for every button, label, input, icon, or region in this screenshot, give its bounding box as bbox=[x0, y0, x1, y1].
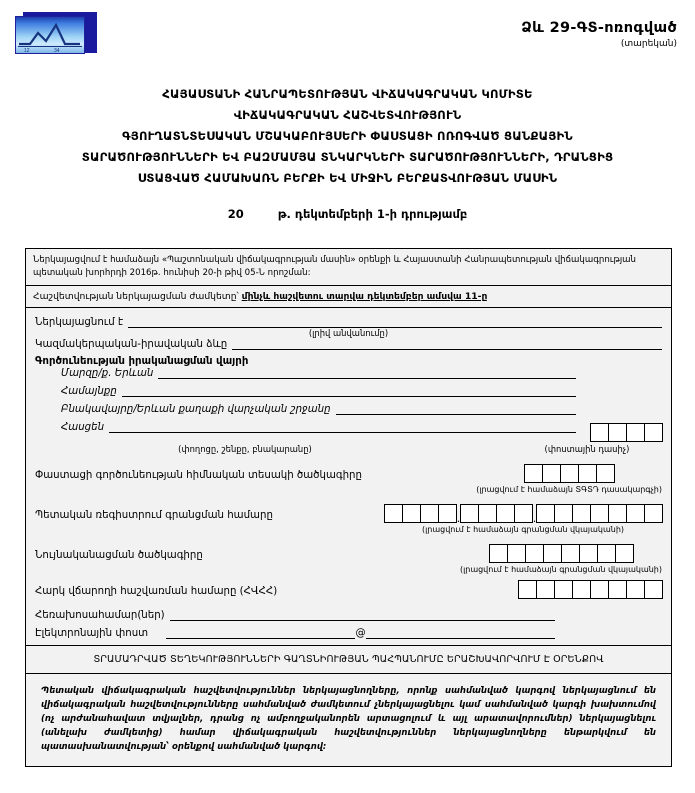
address-input[interactable] bbox=[109, 421, 576, 433]
form-frame bbox=[25, 248, 672, 767]
state-reg-cell[interactable] bbox=[460, 504, 479, 523]
email-row bbox=[35, 627, 555, 639]
main-activity-row bbox=[35, 464, 662, 494]
state-reg-cell[interactable] bbox=[402, 504, 421, 523]
logo-face bbox=[15, 16, 85, 54]
state-reg-cell[interactable] bbox=[572, 504, 591, 523]
ident-cell[interactable] bbox=[579, 544, 598, 563]
state-reg-boxes[interactable] bbox=[384, 504, 662, 523]
tax-number-block bbox=[518, 580, 662, 599]
title-line-4: ՏԱՐԱԾՈՒԹՅՈՒՆՆԵՐԻ ԵՎ ԲԱԶՄԱՄՅԱ ՏՆԿԱՐԿՆԵՐԻ ՏԱՐԱԾՈՒԹՅՈՒՆՆԵՐԻ, ԴՐԱՆՑԻՑ bbox=[81, 150, 614, 164]
tax-number-row bbox=[35, 580, 662, 599]
statistics-chart-logo bbox=[15, 12, 97, 56]
phone-label: Հեռախոսահամար(ներ) bbox=[35, 610, 165, 621]
postal-cell[interactable] bbox=[644, 423, 663, 442]
state-reg-cell[interactable] bbox=[496, 504, 515, 523]
svg-text:34: 34 bbox=[54, 48, 60, 53]
community-label: Համայնքը bbox=[61, 386, 117, 397]
state-reg-caption: (լրացվում է համաձայն գրանցման վկայականի) bbox=[421, 525, 625, 534]
postal-cell[interactable] bbox=[608, 423, 627, 442]
activity-cell[interactable] bbox=[542, 464, 561, 483]
ident-code-boxes[interactable] bbox=[489, 544, 633, 563]
region-label: Մարզը/ք. Երևան bbox=[61, 368, 154, 379]
deadline-bold: մինչև հաշվետու տարվա դեկտեմբեր ամսվա 11-ը bbox=[241, 291, 488, 302]
ident-cell[interactable] bbox=[543, 544, 562, 563]
line-chart-icon bbox=[16, 17, 84, 53]
legal-form-label: Կազմակերպական-իրավական ձևը bbox=[35, 339, 228, 350]
document-title-block bbox=[0, 84, 695, 189]
postal-code-boxes[interactable] bbox=[590, 423, 662, 442]
penalty-footnote: Պետական վիճակագրական հաշվետվություններ ներկայացնողները, որոնք սահմանված կարգով ներկայացնում են վիճակագրական հաշվետվությունները սահմանված ժամկետում չներկայացնելու կամ սահմանված կարգի խախտումով (ոչ արժանահավատ տվյալներ, դրանց ոչ ամբողջականորեն արտացոլում և այլ արատավորումներ) ներկայացնելու (անելախ ժամկետից) համար վիճակագրական հաշվետվություններ ներկայացնողները ենթարկվում են պատասխանատվության՝ օրենքով սահմանված կարգով: bbox=[41, 686, 656, 752]
email-at-symbol: @ bbox=[355, 628, 366, 639]
tax-cell[interactable] bbox=[518, 580, 537, 599]
confidentiality-warning-section bbox=[26, 646, 671, 674]
submitter-label: Ներկայացնում է bbox=[35, 317, 124, 328]
phone-row bbox=[35, 609, 555, 621]
submitter-input[interactable] bbox=[128, 316, 662, 328]
svg-text:12: 12 bbox=[24, 48, 30, 53]
state-reg-block bbox=[384, 504, 662, 534]
tax-cell[interactable] bbox=[554, 580, 573, 599]
state-reg-cell[interactable] bbox=[420, 504, 439, 523]
form-code: Ձև 29-ԳՏ-ոռոգված bbox=[521, 20, 677, 36]
tax-cell[interactable] bbox=[536, 580, 555, 599]
penalty-footnote-section bbox=[26, 674, 671, 766]
community-row bbox=[35, 385, 576, 397]
state-reg-row bbox=[35, 504, 662, 534]
legal-form-input[interactable] bbox=[232, 338, 662, 350]
main-activity-block bbox=[476, 464, 662, 494]
form-code-block bbox=[521, 20, 677, 49]
phone-input[interactable] bbox=[170, 609, 555, 621]
page-header bbox=[0, 0, 695, 70]
legal-form-row bbox=[35, 338, 662, 350]
title-line-5: ՍՏԱՑՎԱԾ ՀԱՄԱԽԱՌՆ ԲԵՐՔԻ ԵՎ ՄԻՋԻՆ ԲԵՐՔԱՏՎՈՒԹՅԱՆ ՄԱՍԻՆ bbox=[137, 171, 558, 185]
state-reg-cell[interactable] bbox=[590, 504, 609, 523]
email-domain-input[interactable] bbox=[366, 627, 555, 639]
tax-cell[interactable] bbox=[590, 580, 609, 599]
ident-code-caption: (լրացվում է համաձայն գրանցման վկայականի) bbox=[459, 565, 662, 574]
ident-code-block bbox=[460, 544, 662, 574]
state-reg-cell[interactable] bbox=[608, 504, 627, 523]
state-reg-cell[interactable] bbox=[514, 504, 533, 523]
state-reg-label: Պետական ռեգիստրում գրանցման համարը bbox=[35, 510, 273, 521]
activity-place-label: Գործունեության իրականացման վայրի bbox=[35, 356, 249, 367]
page-title: ՀԱՅԱՍՏԱՆԻ ՀԱՆՐԱՊԵՏՈՒԹՅԱՆ ՎԻՃԱԿԱԳՐԱԿԱՆ ԿՈՄԻՏԵ bbox=[162, 87, 533, 101]
confidentiality-warning: ՏՐԱՄԱԴՐՎԱԾ ՏԵՂԵԿՈՒԹՅՈՒՆՆԵՐԻ ԳԱՂՏՆԻՈՒԹՅԱՆ ՊԱՀՊԱՆՈՒՄԸ ԵՐԱՇԽԱՎՈՐՎՈՒՄ Է ՕՐԵՆՔՈՎ bbox=[93, 654, 604, 665]
title-line-2: ՎԻՃԱԿԱԳՐԱԿԱՆ ՀԱՇՎԵՏՎՈՒԹՅՈՒՆ bbox=[233, 108, 462, 122]
state-reg-cell[interactable] bbox=[438, 504, 457, 523]
address-row bbox=[35, 421, 576, 433]
ident-cell[interactable] bbox=[615, 544, 634, 563]
year-prefix: 20 bbox=[227, 207, 244, 221]
state-reg-cell[interactable] bbox=[478, 504, 497, 523]
postal-cell[interactable] bbox=[626, 423, 645, 442]
region-row bbox=[35, 367, 576, 379]
address-caption: (փողոցը, շենքը, բնակարանը) bbox=[178, 444, 312, 454]
date-rest: թ. դեկտեմբերի 1-ի դրությամբ bbox=[277, 207, 468, 221]
postal-code-block bbox=[590, 367, 662, 442]
ident-cell[interactable] bbox=[507, 544, 526, 563]
tax-cell[interactable] bbox=[608, 580, 627, 599]
activity-cell[interactable] bbox=[596, 464, 615, 483]
region-input[interactable] bbox=[158, 367, 576, 379]
state-reg-separator: . bbox=[532, 512, 537, 525]
activity-cell[interactable] bbox=[560, 464, 579, 483]
tax-cell[interactable] bbox=[572, 580, 591, 599]
legal-note-section bbox=[26, 249, 671, 286]
ident-cell[interactable] bbox=[525, 544, 544, 563]
submitter-row bbox=[35, 316, 662, 328]
settlement-label: Բնակավայրը/Երևան քաղաքի վարչական շրջանը bbox=[61, 404, 331, 415]
activity-cell[interactable] bbox=[578, 464, 597, 483]
ident-code-row bbox=[35, 544, 662, 574]
community-input[interactable] bbox=[122, 385, 576, 397]
deadline-prefix: Հաշվետվության ներկայացման ժամկետը՝ bbox=[33, 291, 242, 302]
postal-cell[interactable] bbox=[590, 423, 609, 442]
deadline-text bbox=[33, 291, 664, 302]
main-activity-caption: (լրացվում է համաձայն ՏԳՏԴ դասակարգչի) bbox=[476, 485, 662, 494]
tax-number-boxes[interactable] bbox=[518, 580, 662, 599]
state-reg-cell[interactable] bbox=[384, 504, 403, 523]
ident-code-label: Նույնականացման ծածկագիրը bbox=[35, 550, 203, 561]
state-reg-cell[interactable] bbox=[554, 504, 573, 523]
activity-cell[interactable] bbox=[524, 464, 543, 483]
address-label: Հասցեն bbox=[61, 422, 105, 433]
state-reg-cell[interactable] bbox=[536, 504, 555, 523]
settlement-input[interactable] bbox=[336, 403, 576, 415]
state-reg-cell[interactable] bbox=[626, 504, 645, 523]
ident-cell[interactable] bbox=[489, 544, 508, 563]
tax-number-label: Հարկ վճարողի հաշվառման համարը (ՀՎՀՀ) bbox=[35, 586, 278, 597]
settlement-row bbox=[35, 403, 576, 415]
deadline-section bbox=[26, 286, 671, 308]
state-reg-cell[interactable] bbox=[644, 504, 663, 523]
main-activity-boxes[interactable] bbox=[524, 464, 614, 483]
title-line-3: ԳՅՈՒՂԱՏՆՏԵՍԱԿԱՆ ՄՇԱԿԱԲՈՒՅՍԵՐԻ ՓԱՍՏԱՑԻ ՈՌՈԳՎԱԾ ՑԱՆՔԱՅԻՆ bbox=[122, 129, 573, 143]
state-reg-separator: . bbox=[456, 512, 461, 525]
email-user-input[interactable] bbox=[166, 627, 355, 639]
form-fields-section bbox=[26, 308, 671, 646]
tax-cell[interactable] bbox=[626, 580, 645, 599]
ident-cell[interactable] bbox=[561, 544, 580, 563]
email-label: Էլեկտրոնային փոստ bbox=[35, 628, 149, 639]
reporting-date-line bbox=[0, 207, 695, 221]
tax-cell[interactable] bbox=[644, 580, 663, 599]
postal-caption: (փոստային դասիչ) bbox=[544, 444, 630, 454]
legal-note-text: Ներկայացվում է համաձայն «Պաշտոնական վիճակագրության մասին» օրենքի և Հայաստանի Հանրապետության վիճակագրության պետական խորհրդի 2016թ. հունիսի 20-ի թիվ 05-Ն որոշման: bbox=[33, 255, 636, 278]
submitter-caption: (լրիվ անվանումը) bbox=[308, 328, 389, 338]
main-activity-label: Փաստացի գործունեության հիմնական տեսակի ծածկագիրը bbox=[35, 470, 362, 481]
form-code-periodicity: (տարեկան) bbox=[620, 39, 677, 49]
ident-cell[interactable] bbox=[597, 544, 616, 563]
